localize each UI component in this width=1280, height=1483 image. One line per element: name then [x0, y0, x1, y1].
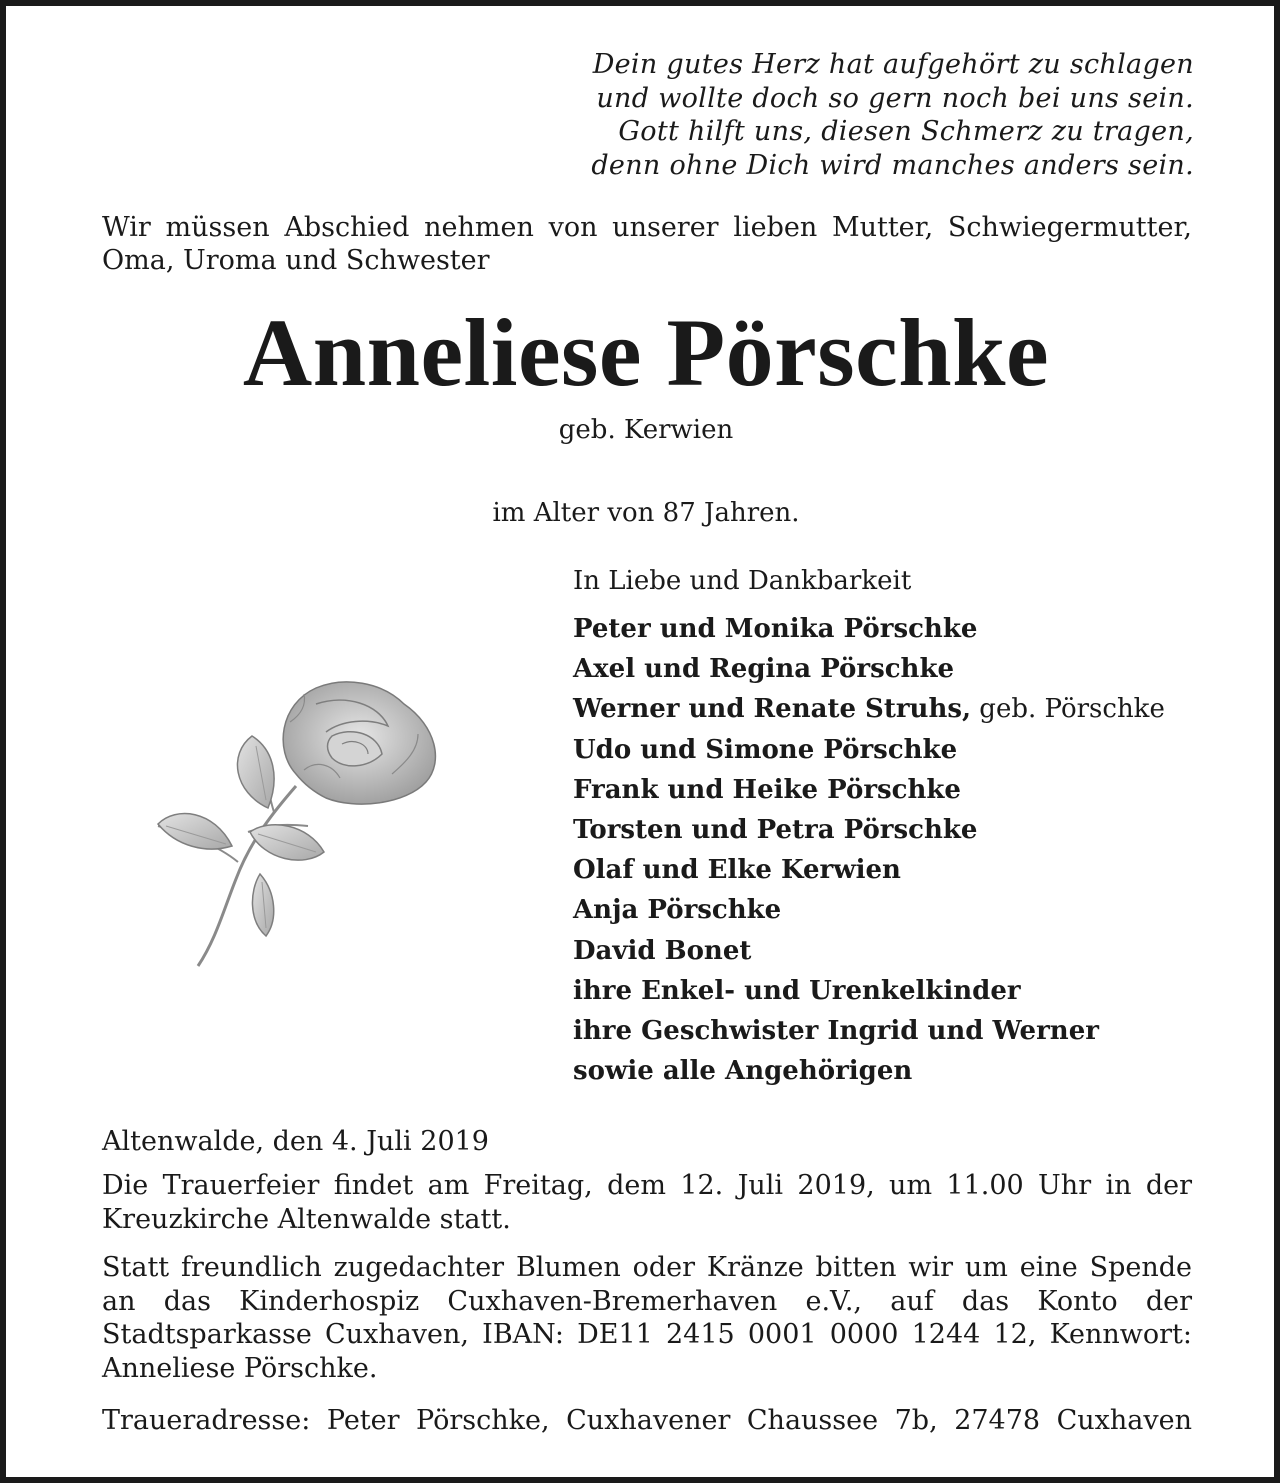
mourner-entry	[573, 1012, 1203, 1052]
mourner-suffix: geb. Pörschke	[971, 694, 1165, 725]
donation-request: Statt freundlich zugedachter Blumen oder Kränze bitten wir um eine Spende an das Kinderhospiz Cuxhaven-Bremerhaven e.V., auf das Konto der Stadtsparkasse Cuxhaven, IBAN: DE11 2415 0001 0000 1244 12, Kennwort: Anneliese Pörschke.	[102, 1252, 1192, 1384]
mourners-list	[573, 610, 1203, 1092]
mourner-name: David Bonet	[573, 935, 752, 966]
mourner-entry	[573, 1052, 1203, 1092]
mourner-entry	[573, 851, 1203, 891]
mourner-name: Udo und Simone Pörschke	[573, 734, 958, 765]
mourner-entry	[573, 731, 1203, 771]
mourner-name: Frank und Heike Pörschke	[573, 774, 961, 805]
age-line: im Alter von 87 Jahren.	[492, 498, 800, 528]
memorial-poem	[546, 48, 1194, 182]
birth-name: geb. Kerwien	[558, 415, 734, 445]
mourner-name: Axel und Regina Pörschke	[573, 654, 955, 685]
mourning-address: Traueradresse: Peter Pörschke, Cuxhavener Chaussee 7b, 27478 Cuxhaven	[102, 1405, 1192, 1436]
mourner-name: Olaf und Elke Kerwien	[573, 855, 901, 886]
mourner-entry	[573, 811, 1203, 851]
mourner-entry	[573, 932, 1203, 972]
mourner-name: Peter und Monika Pörschke	[573, 614, 978, 644]
mourner-name: ihre Enkel- und Urenkelkinder	[573, 975, 1021, 1006]
mourner-name: ihre Geschwister Ingrid und Werner	[573, 1015, 1099, 1046]
closing-phrase: In Liebe und Dankbarkeit	[573, 566, 912, 596]
poem-line: denn ohne Dich wird manches anders sein.	[591, 149, 1194, 181]
mourner-entry	[573, 972, 1203, 1012]
poem-line: Dein gutes Herz hat aufgehört zu schlagen	[592, 49, 1194, 80]
rose-icon	[156, 674, 456, 974]
funeral-service-info: Die Trauerfeier findet am Freitag, dem 12. Juli 2019, um 11.00 Uhr in der Kreuzkirche Altenwalde statt.	[102, 1170, 1192, 1235]
mourner-entry	[573, 690, 1203, 730]
deceased-name: Anneliese Pörschke	[242, 299, 1050, 406]
mourner-name: Torsten und Petra Pörschke	[573, 814, 978, 845]
poem-line: und wollte doch so gern noch bei uns sein.	[596, 82, 1194, 114]
intro-text: Wir müssen Abschied nehmen von unserer lieben Mutter, Schwiegermutter, Oma, Uroma und Schwester	[102, 212, 1192, 276]
mourner-name: Anja Pörschke	[573, 895, 782, 926]
place-and-date: Altenwalde, den 4. Juli 2019	[102, 1126, 489, 1157]
mourner-entry	[573, 891, 1203, 931]
mourner-entry	[573, 610, 1203, 650]
mourner-entry	[573, 650, 1203, 690]
mourner-name: Werner und Renate Struhs,	[573, 694, 972, 725]
poem-line: Gott hilft uns, diesen Schmerz zu tragen,	[618, 116, 1194, 147]
mourner-name: sowie alle Angehörigen	[573, 1056, 913, 1087]
mourner-entry	[573, 771, 1203, 811]
